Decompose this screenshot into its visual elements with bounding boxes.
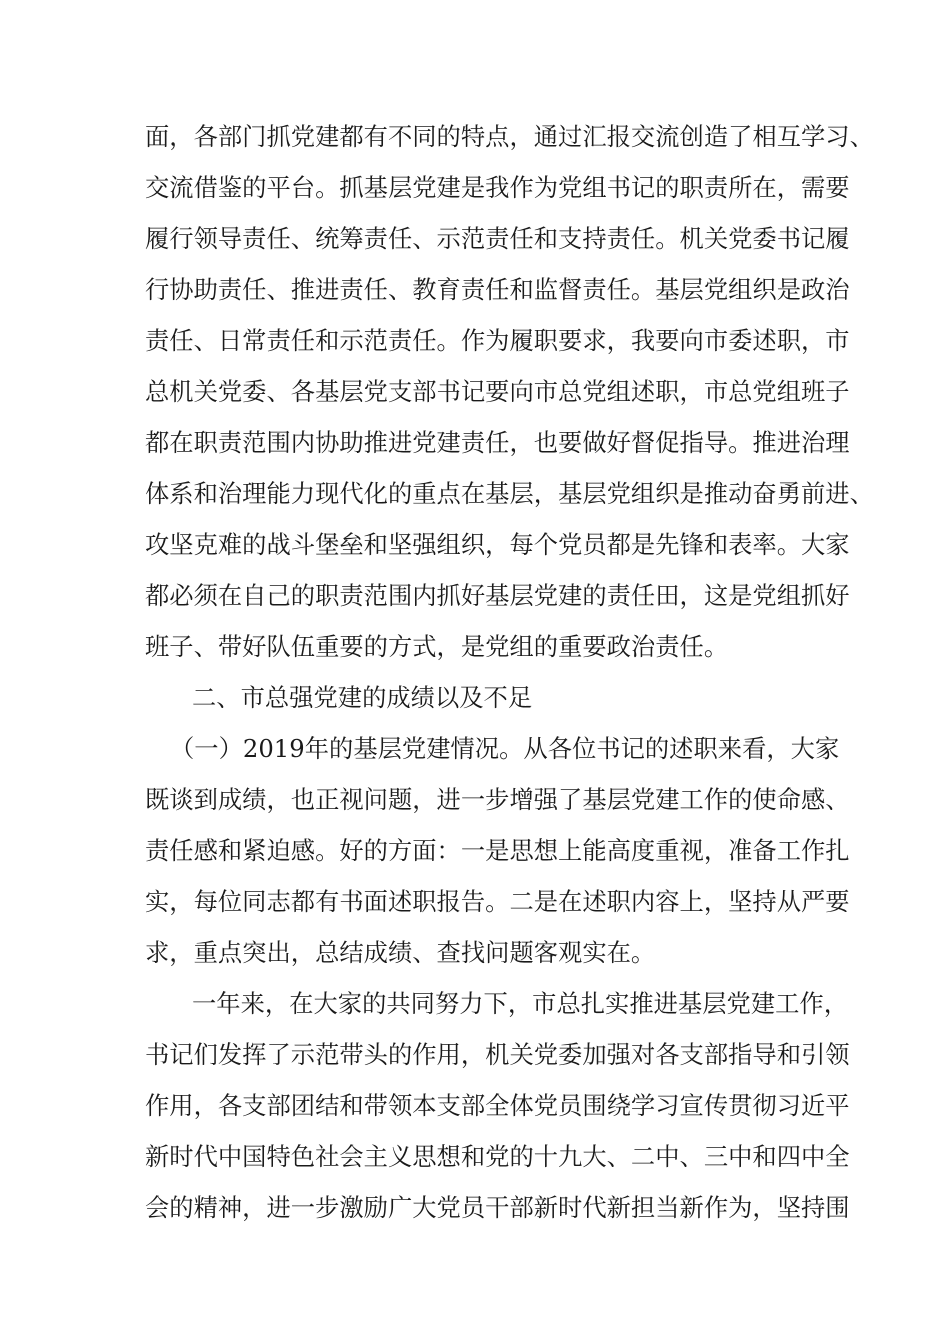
paragraph-line: 既谈到成绩，也正视问题，进一步增强了基层党建工作的使命感、 (145, 785, 850, 814)
paragraph-line: 求，重点突出，总结成绩、查找问题客观实在。 (145, 938, 656, 967)
paragraph-line: 都在职责范围内协助推进党建责任，也要做好督促指导。推进治理 (145, 428, 850, 457)
paragraph-line: 作用，各支部团结和带领本支部全体党员围绕学习宣传贯彻习近平 (145, 1091, 850, 1120)
subsection-heading: （一）2019年的基层党建情况。从各位书记的述职来看，大家 (170, 734, 840, 763)
paragraph-line: 攻坚克难的战斗堡垒和坚强组织，每个党员都是先锋和表率。大家 (145, 530, 850, 559)
paragraph-line: 一年来，在大家的共同努力下，市总扎实推进基层党建工作， (192, 989, 849, 1018)
paragraph-line: 责任感和紧迫感。好的方面：一是思想上能高度重视，准备工作扎 (145, 836, 850, 865)
paragraph-line: 行协助责任、推进责任、教育责任和监督责任。基层党组织是政治 (145, 275, 850, 304)
section-heading: 二、市总强党建的成绩以及不足 (192, 683, 533, 712)
paragraph-line: 履行领导责任、统筹责任、示范责任和支持责任。机关党委书记履 (145, 224, 850, 253)
paragraph-line: 实，每位同志都有书面述职报告。二是在述职内容上，坚持从严要 (145, 887, 850, 916)
paragraph-line: 班子、带好队伍重要的方式，是党组的重要政治责任。 (145, 632, 729, 661)
paragraph-line: 新时代中国特色社会主义思想和党的十九大、二中、三中和四中全 (145, 1142, 850, 1171)
paragraph-line: 会的精神，进一步激励广大党员干部新时代新担当新作为，坚持围 (145, 1193, 850, 1222)
paragraph-line: 总机关党委、各基层党支部书记要向市总党组述职，市总党组班子 (145, 377, 850, 406)
paragraph-line: 面，各部门抓党建都有不同的特点，通过汇报交流创造了相互学习、 (145, 122, 874, 151)
paragraph-line: 体系和治理能力现代化的重点在基层，基层党组织是推动奋勇前进、 (145, 479, 874, 508)
paragraph-line: 都必须在自己的职责范围内抓好基层党建的责任田，这是党组抓好 (145, 581, 850, 610)
paragraph-line: 书记们发挥了示范带头的作用，机关党委加强对各支部指导和引领 (145, 1040, 850, 1069)
paragraph-line: 交流借鉴的平台。抓基层党建是我作为党组书记的职责所在，需要 (145, 173, 850, 202)
paragraph-line: 责任、日常责任和示范责任。作为履职要求，我要向市委述职，市 (145, 326, 850, 355)
